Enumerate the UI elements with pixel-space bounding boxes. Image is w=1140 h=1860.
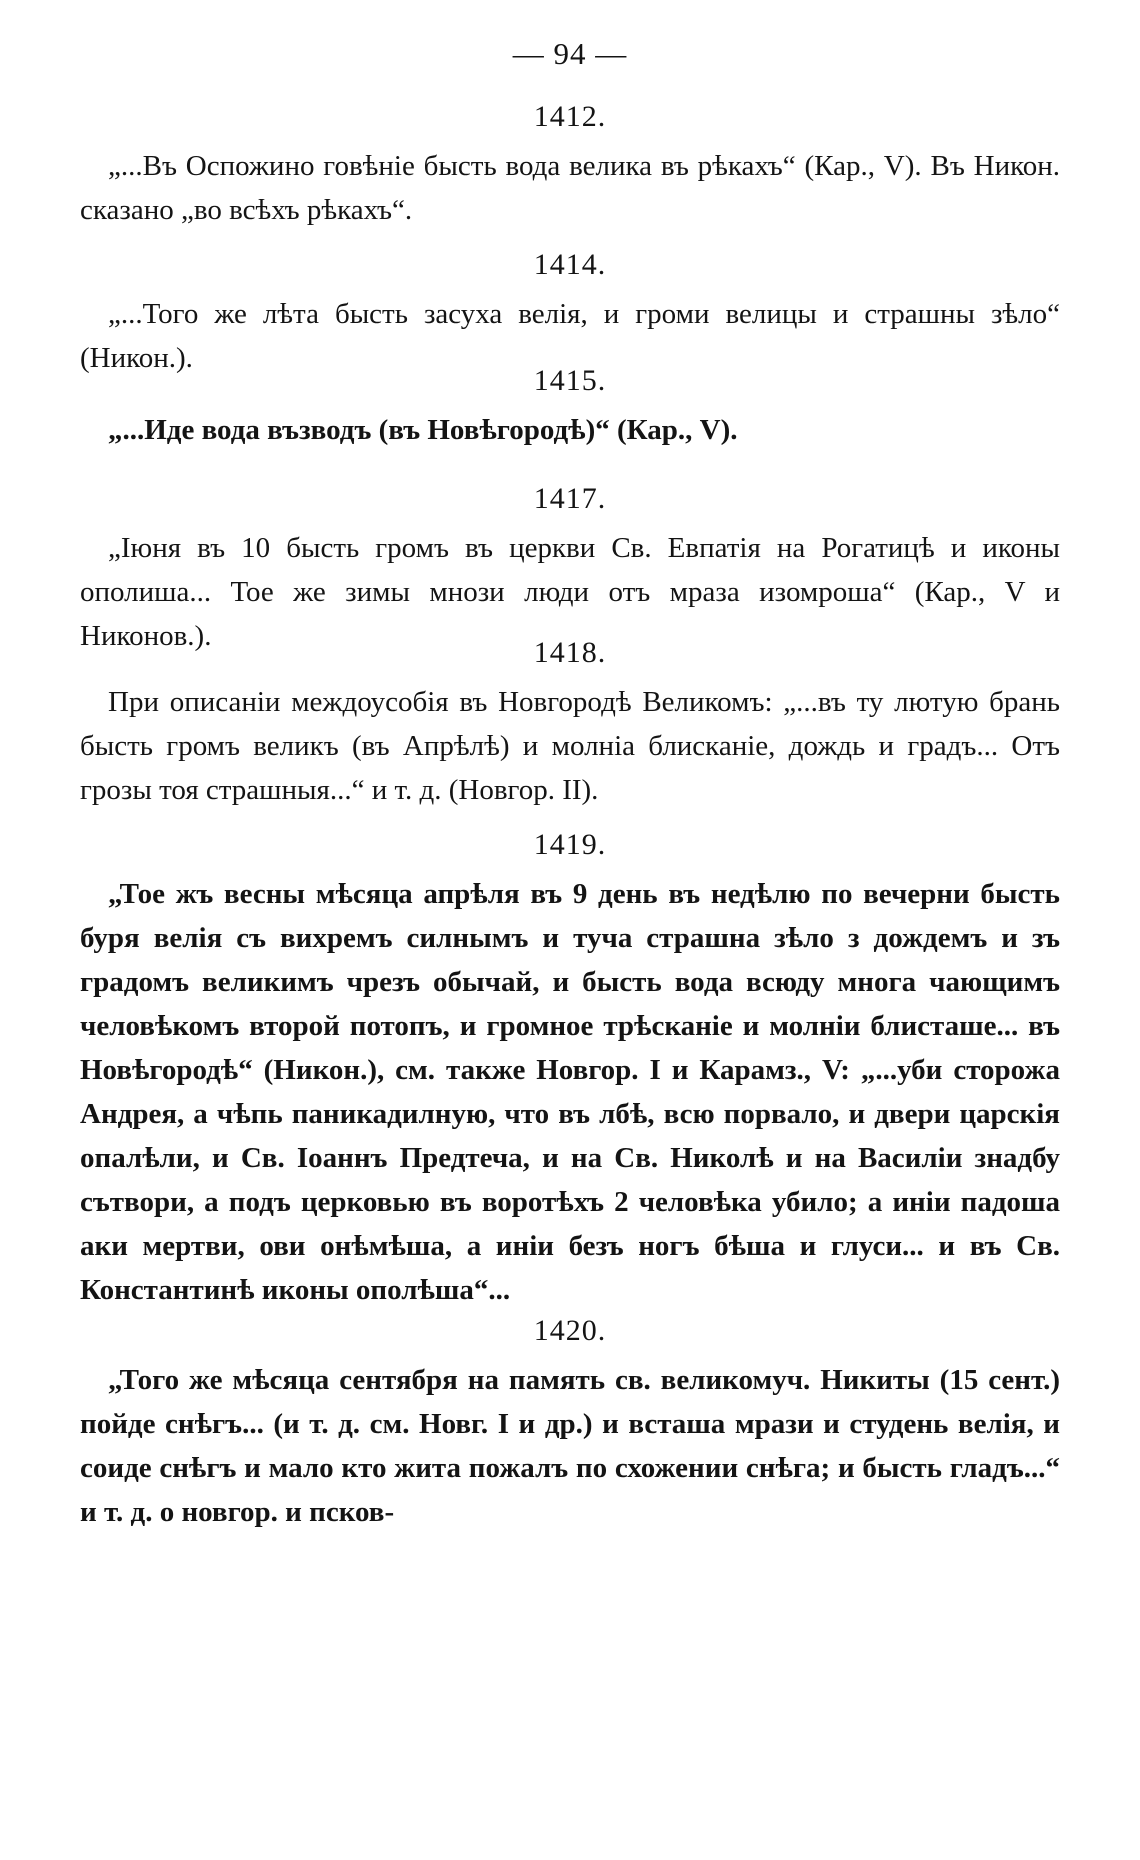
entry-text-1419: „Тое жъ весны мѣсяца апрѣля въ 9 день въ недѣлю по вечерни бысть буря велія съ вихремъ силнымъ и туча страшна зѣло з дождемъ и зъ градомъ великимъ чрезъ обычай, и бысть вода всюду многа чающимъ человѣкомъ второй потопъ, и громное трѣсканіе и молніи блисташе... въ Новѣгородѣ“ (Никон.), см. также Новгор. I и Карамз., V: „...уби сторожа Андрея, а чѣпь паникадилную, что въ лбѣ, всю порвало, и двери царскія опалѣли, и Св. Іоаннъ Предтеча, и на Св. Николѣ и на Василіи знадбу сътвори, а подъ церковью въ воротѣхъ 2 человѣка убило; а иніи падоша аки мертви, ови онѣмѣша, а иніи безъ ногъ бѣша и глуси... и въ Св. Константинѣ иконы ополѣша“... xyxy=(80,878,1060,1306)
year-heading-1415: 1415. xyxy=(533,364,607,397)
year-heading-1414: 1414. xyxy=(533,248,607,281)
page-number: — 94 — xyxy=(512,36,628,71)
year-heading-1418: 1418. xyxy=(533,636,607,669)
year-heading-1419: 1419. xyxy=(533,828,607,861)
entry-text-1418: При описаніи междоусобія въ Новгородѣ Великомъ: „...въ ту лютую брань бысть громъ великъ (въ Апрѣлѣ) и молніа блисканіе, дождь и градъ... Отъ грозы тоя страшныя...“ и т. д. (Новгор. II). xyxy=(80,686,1060,806)
entry-text-1412: „...Въ Оспожино говѣніе бысть вода велика въ рѣкахъ“ (Кар., V). Въ Никон. сказано „во всѣхъ рѣкахъ“. xyxy=(80,150,1060,226)
year-heading-1412: 1412. xyxy=(533,100,607,133)
year-heading-1417: 1417. xyxy=(533,482,607,515)
entry-text-1417: „Іюня въ 10 бысть громъ въ церкви Св. Евпатія на Рогатицѣ и иконы ополиша... Тое же зимы мнози люди отъ мраза изомроша“ (Кар., V и Никонов.). xyxy=(80,532,1060,652)
year-heading-1420: 1420. xyxy=(533,1314,607,1347)
entry-text-1414: „...Того же лѣта бысть засуха велія, и громи велицы и страшны зѣло“ (Никон.). xyxy=(80,298,1060,374)
entry-text-1420: „Того же мѣсяца сентября на память св. великомуч. Никиты (15 сент.) пойде снѣгъ... (и т. д. см. Новг. I и др.) и всташа мрази и студень велія, и соиде снѣгъ и мало кто жита пожалъ по схожении снѣга; и бысть гладъ...“ и т. д. о новгор. и псков- xyxy=(80,1364,1060,1528)
entry-text-1415: „...Иде вода възводъ (въ Новѣгородѣ)“ (Кар., V). xyxy=(108,414,738,446)
